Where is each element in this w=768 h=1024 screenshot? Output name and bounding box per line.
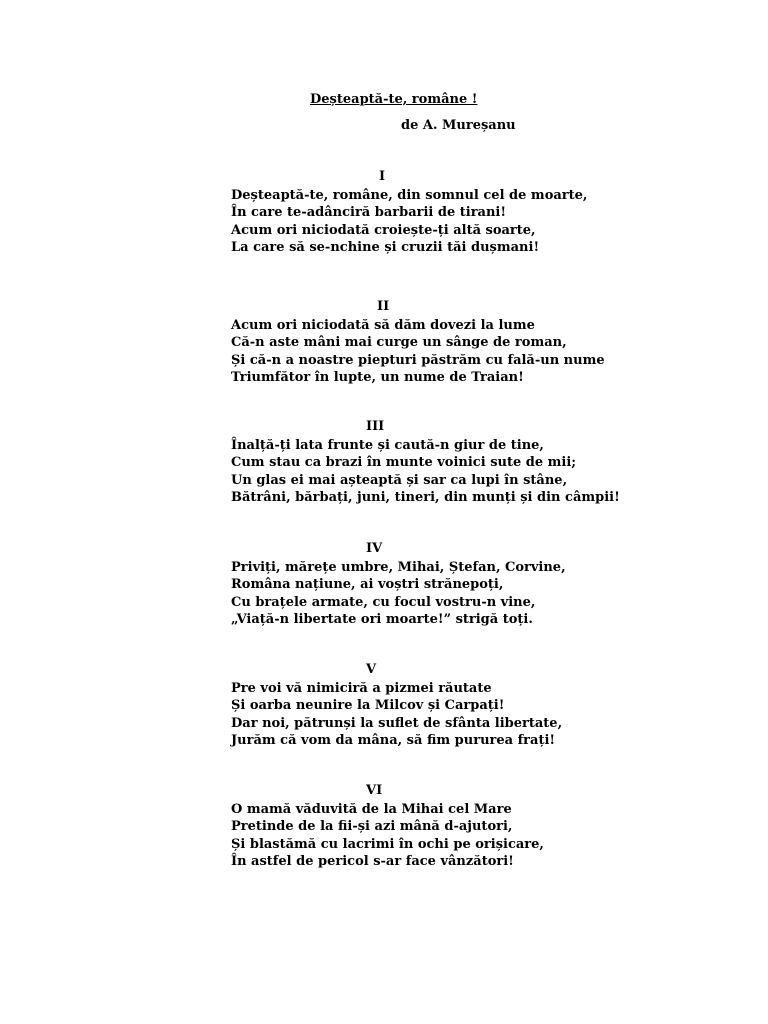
verse-line: „Viață-n libertate ori moarte!” strigă toți. bbox=[231, 611, 533, 627]
verse-line: La care să se-nchine și cruzii tăi dușmani! bbox=[231, 239, 540, 255]
verse-line: Că-n aste mâni mai curge un sânge de roman, bbox=[231, 335, 567, 351]
verse-line: Un glas ei mai așteaptă și sar ca lupi în stâne, bbox=[231, 472, 568, 488]
verse-line: Cu brațele armate, cu focul vostru-n vine, bbox=[231, 594, 536, 610]
verse-line: În astfel de pericol s-ar face vânzători! bbox=[231, 853, 514, 869]
verse-line: Și că-n a noastre piepturi păstrăm cu fală-un nume bbox=[231, 352, 605, 368]
verse-line: Și blastămă cu lacrimi în ochi pe orișicare, bbox=[231, 836, 544, 852]
stanza-number: V bbox=[366, 662, 377, 677]
verse-line: Acum ori niciodată croiește-ți altă soarte, bbox=[231, 222, 536, 238]
stanza-number: II bbox=[377, 299, 390, 314]
verse-line: Acum ori niciodată să dăm dovezi la lume bbox=[231, 318, 535, 333]
stanza-lines bbox=[231, 801, 544, 870]
verse-line: Triumfător în lupte, un nume de Traian! bbox=[231, 369, 524, 385]
stanza-number: VI bbox=[366, 783, 383, 798]
verse-line: Româna națiune, ai voștri strănepoți, bbox=[231, 577, 504, 593]
verse-line: Cum stau ca brazi în munte voinici sute de mii; bbox=[231, 455, 577, 471]
stanza-lines bbox=[231, 437, 620, 506]
stanza-lines bbox=[231, 317, 605, 386]
stanza-lines bbox=[231, 559, 566, 628]
verse-line: Bătrâni, bărbați, juni, tineri, din munți și din câmpii! bbox=[231, 489, 620, 505]
stanza-lines bbox=[231, 187, 587, 256]
verse-line: Deșteaptă-te, române, din somnul cel de moarte, bbox=[231, 188, 588, 203]
stanza-lines bbox=[231, 680, 562, 749]
verse-line: În care te-adânciră barbarii de tirani! bbox=[231, 205, 507, 221]
verse-line: Și oarba neunire la Milcov și Carpați! bbox=[231, 698, 505, 714]
verse-line: Dar noi, pătrunși la suflet de sfânta libertate, bbox=[231, 715, 563, 731]
poem-author: de A. Mureșanu bbox=[401, 118, 516, 133]
verse-line: O mamă văduvită de la Mihai cel Mare bbox=[231, 802, 512, 817]
poem-title: Deșteaptă-te, române ! bbox=[310, 92, 478, 107]
verse-line: Jurăm că vom da mâna, să fim pururea frați! bbox=[231, 732, 556, 748]
verse-line: Pretinde de la fii-și azi mână d-ajutori, bbox=[231, 819, 513, 835]
verse-line: Priviți, mărețe umbre, Mihai, Ștefan, Corvine, bbox=[231, 560, 566, 575]
stanza-number: IV bbox=[366, 541, 383, 556]
verse-line: Înalță-ți lata frunte și caută-n giur de tine, bbox=[231, 438, 544, 453]
stanza-number: III bbox=[366, 419, 385, 434]
verse-line: Pre voi vă nimiciră a pizmei răutate bbox=[231, 681, 492, 696]
stanza-number: I bbox=[379, 169, 386, 184]
